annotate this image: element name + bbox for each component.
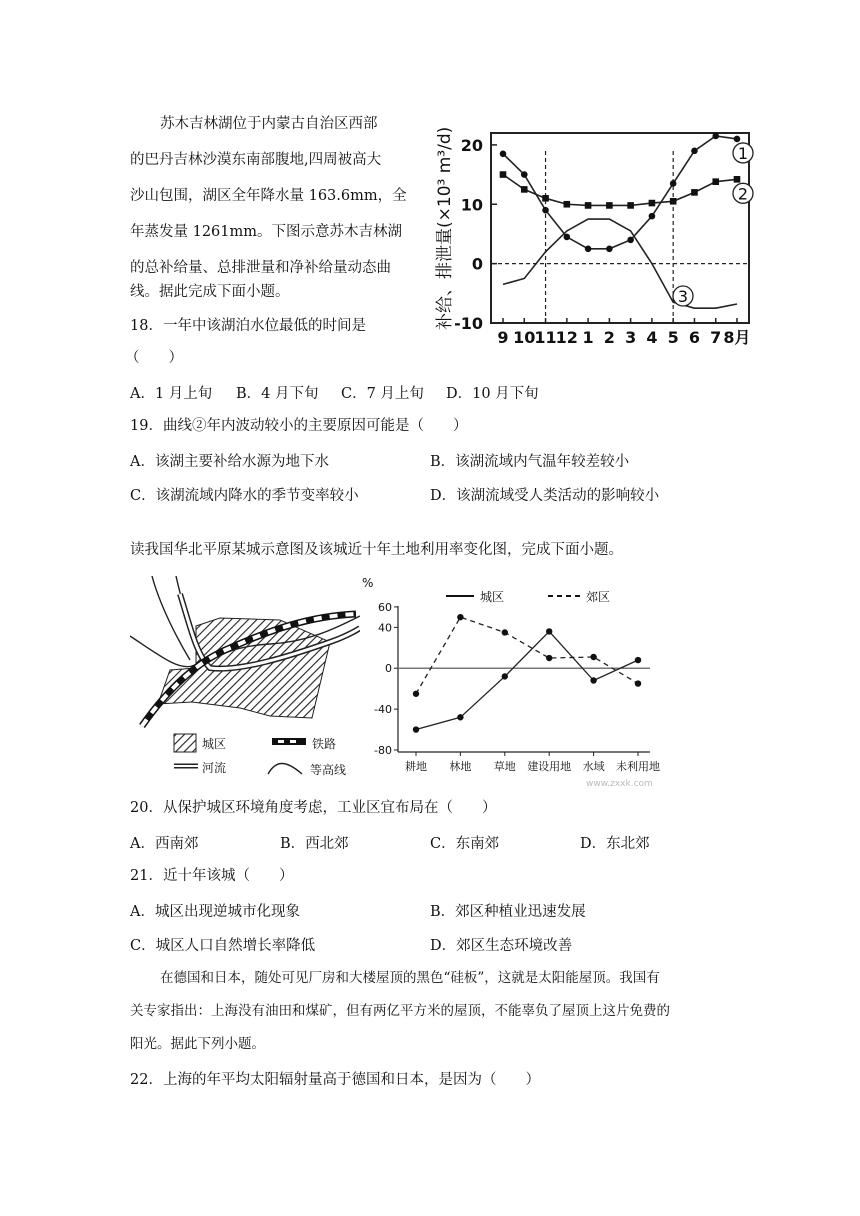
chart1-point xyxy=(670,198,677,205)
q18-stem: 18．一年中该湖泊水位最低的时间是 xyxy=(130,318,366,334)
chart1-point xyxy=(500,150,507,157)
chart1-xtick-label: 9 xyxy=(497,328,509,347)
chart1-point xyxy=(712,178,719,185)
chart1-ytick-label: 10 xyxy=(460,195,483,215)
q19-option-c[interactable]: C．该湖流域内降水的季节变率较小 xyxy=(130,488,359,504)
chart2-ytick-label: 40 xyxy=(378,621,392,635)
chart1-point xyxy=(542,207,549,214)
chart1-point xyxy=(564,234,571,241)
q20-stem: 20．从保护城区环境角度考虑，工业区宜布局在（ ） xyxy=(130,800,497,816)
q18-option-b[interactable]: B．4 月下旬 xyxy=(236,386,319,402)
chart1-xtick-label: 3 xyxy=(625,328,637,347)
chart2-series-line xyxy=(416,617,638,694)
chart1-frame xyxy=(491,133,749,323)
q18-option-a[interactable]: A．1 月上旬 xyxy=(130,386,213,402)
chart2-xtick-label: 水域 xyxy=(582,760,605,773)
passage-1-line-6: 线。据此完成下面小题。 xyxy=(130,284,290,300)
chart2-point xyxy=(635,657,641,663)
q18-option-c[interactable]: C．7 月上旬 xyxy=(341,386,424,402)
chart1-xtick-label: 10 xyxy=(513,328,536,347)
passage-3-line-1: 在德国和日本，随处可见厂房和大楼屋顶的黑色“硅板”，这就是太阳能屋顶。我国有 xyxy=(160,970,660,986)
chart2-xtick-label: 耕地 xyxy=(405,760,427,773)
passage-1-line-3: 沙山包围，湖区全年降水量 163.6mm，全 xyxy=(130,188,407,204)
chart1-xtick-label: 8月 xyxy=(723,328,751,347)
chart2-ytick-label: 60 xyxy=(378,600,392,614)
legend-urban-label: 城区 xyxy=(480,590,505,604)
q19-stem: 19．曲线②年内波动较小的主要原因可能是（ ） xyxy=(130,418,468,434)
city-map xyxy=(130,576,360,786)
passage-1-line-1: 苏木吉林湖位于内蒙古自治区西部 xyxy=(160,116,378,132)
chart2-point xyxy=(502,629,508,635)
legend-contour-label: 等高线 xyxy=(310,763,347,777)
chart1-point xyxy=(585,245,592,252)
chart1-ylabel: 补给、排泄量(×10³ m³/d) xyxy=(435,126,455,330)
chart2-xtick-label: 林地 xyxy=(449,760,472,773)
q21-option-b[interactable]: B．郊区种植业迅速发展 xyxy=(430,904,586,920)
chart1-xtick-label: 6 xyxy=(688,328,701,347)
chart1-series-line xyxy=(503,175,737,206)
chart1-point xyxy=(627,202,634,209)
chart1-xtick-label: 5 xyxy=(667,328,679,347)
chart1-point xyxy=(691,148,698,155)
chart1-series-label: 2 xyxy=(737,184,749,204)
passage-3-line-3: 阳光。据此下列小题。 xyxy=(130,1036,265,1052)
q18-paren: （ ） xyxy=(125,350,183,366)
chart2-watermark: www.zxxk.com xyxy=(586,779,653,788)
chart1-point xyxy=(734,176,741,183)
q20-option-c[interactable]: C．东南郊 xyxy=(430,836,500,852)
chart2-ytick-label: -40 xyxy=(374,703,392,717)
chart1-series-line xyxy=(503,136,737,249)
q21-option-c[interactable]: C．城区人口自然增长率降低 xyxy=(130,938,316,954)
chart1-series-label: 1 xyxy=(737,143,749,163)
passage-1-line-2: 的巴丹吉林沙漠东南部腹地,四周被高大 xyxy=(130,152,382,168)
chart2-xtick-label: 草地 xyxy=(493,760,516,773)
chart1-point xyxy=(691,189,698,196)
chart1-xtick-label: 2 xyxy=(603,328,615,347)
q19-option-d[interactable]: D．该湖流域受人类活动的影响较小 xyxy=(430,488,660,504)
chart1-ytick-label: 0 xyxy=(471,254,483,274)
chart1-xtick-label: 12 xyxy=(555,328,578,347)
passage-3-line-2: 关专家指出：上海没有油田和煤矿，但有两亿平方米的屋顶，不能辜负了屋顶上这片免费的 xyxy=(130,1003,670,1019)
q19-option-b[interactable]: B．该湖流域内气温年较差较小 xyxy=(430,454,630,470)
chart2-point xyxy=(590,654,596,660)
chart2-point xyxy=(546,628,552,634)
passage-1-line-4: 年蒸发量 1261mm。下图示意苏木吉林湖 xyxy=(130,224,403,240)
q21-option-a[interactable]: A．城区出现逆城市化现象 xyxy=(130,904,300,920)
chart1-xtick-label: 7 xyxy=(710,328,722,347)
chart2-ytick-label: -80 xyxy=(374,744,392,757)
chart2-point xyxy=(457,614,463,620)
q21-stem: 21．近十年该城（ ） xyxy=(130,868,294,884)
passage-1-line-5: 的总补给量、总排泄量和净补给量动态曲 xyxy=(130,260,391,276)
legend-railway-swatch xyxy=(272,738,306,745)
legend-railway-label: 铁路 xyxy=(312,737,337,751)
legend-city-swatch xyxy=(174,734,196,752)
chart1-point xyxy=(606,245,613,252)
water-balance-chart xyxy=(418,125,774,355)
chart2-point xyxy=(413,726,419,732)
chart1-point xyxy=(627,237,634,244)
chart1-point xyxy=(649,213,656,220)
chart1-point xyxy=(521,171,528,178)
chart2-series-line xyxy=(416,631,638,729)
chart2-ytick-label: 0 xyxy=(385,662,392,676)
chart2-point xyxy=(502,673,508,679)
chart1-point xyxy=(585,202,592,209)
chart1-point xyxy=(712,133,719,140)
chart1-point xyxy=(734,136,741,143)
chart1-ytick-label: 20 xyxy=(460,135,483,155)
q21-option-d[interactable]: D．郊区生态环境改善 xyxy=(430,938,573,954)
chart2-ylabel: % xyxy=(362,576,374,590)
q22-stem: 22．上海的年平均太阳辐射量高于德国和日本，是因为（ ） xyxy=(130,1072,540,1088)
chart1-point xyxy=(564,201,571,208)
chart1-point xyxy=(670,180,677,187)
chart2-point xyxy=(590,677,596,683)
legend-suburb-label: 郊区 xyxy=(586,590,611,604)
chart1-xtick-label: 4 xyxy=(646,328,658,347)
legend-contour-swatch xyxy=(268,764,302,775)
chart2-point xyxy=(413,691,419,697)
q20-option-d[interactable]: D．东北郊 xyxy=(580,836,650,852)
q18-option-d[interactable]: D．10 月下旬 xyxy=(446,386,539,402)
chart1-ytick-label: -10 xyxy=(454,314,483,333)
q20-option-a[interactable]: A．西南郊 xyxy=(130,836,199,852)
q20-option-b[interactable]: B．西北郊 xyxy=(280,836,349,852)
chart2-point xyxy=(635,680,641,686)
chart1-xtick-label: 1 xyxy=(582,328,594,347)
chart1-point xyxy=(649,200,656,207)
chart1-xtick-label: 11 xyxy=(534,328,557,347)
chart1-point xyxy=(521,186,528,193)
chart2-xtick-label: 建设用地 xyxy=(527,760,572,773)
chart1-series-label: 3 xyxy=(677,287,689,306)
legend-river-label: 河流 xyxy=(202,761,227,775)
legend-city-label: 城区 xyxy=(202,737,227,751)
passage-2: 读我国华北平原某城示意图及该城近十年土地利用率变化图，完成下面小题。 xyxy=(130,542,623,558)
q19-option-a[interactable]: A．该湖主要补给水源为地下水 xyxy=(130,454,329,470)
chart1-point xyxy=(606,202,613,209)
land-use-chart xyxy=(358,572,664,788)
chart2-point xyxy=(457,714,463,720)
chart2-point xyxy=(546,655,552,661)
chart1-point xyxy=(542,195,549,202)
chart1-point xyxy=(500,171,507,178)
chart2-xtick-label: 未利用地 xyxy=(616,760,660,773)
